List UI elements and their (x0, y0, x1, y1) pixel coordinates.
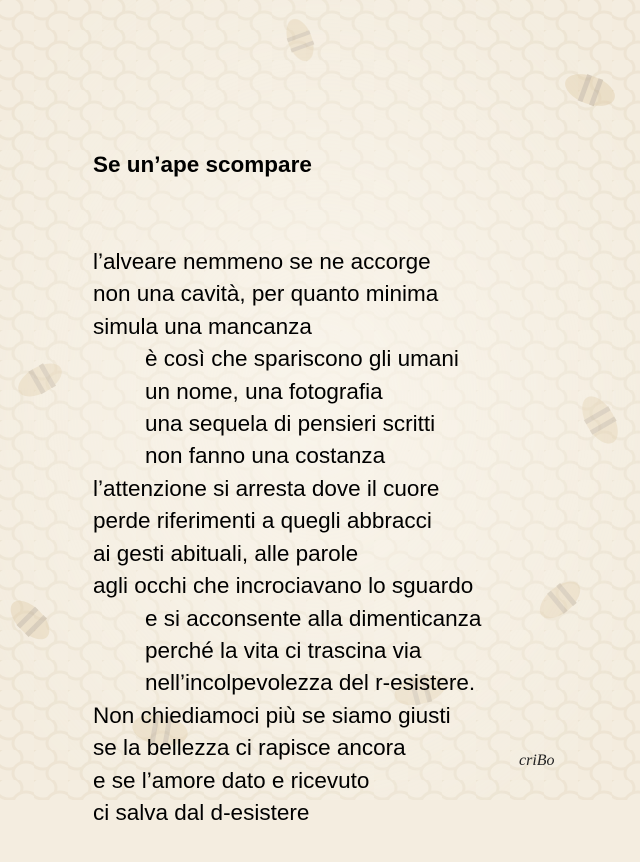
poem-line: perché la vita ci trascina via (145, 637, 422, 663)
poem-line: l’attenzione si arresta dove il cuore (93, 475, 440, 501)
poem-line: è così che spariscono gli umani (145, 346, 459, 372)
poem-body (93, 246, 481, 829)
author-signature: criBo (519, 752, 555, 769)
poem-line: ai gesti abituali, alle parole (93, 540, 359, 566)
poem-line: perde riferimenti a quegli abbracci (93, 508, 432, 534)
poem-line: e si acconsente alla dimenticanza (145, 605, 482, 631)
poem-line: un nome, una fotografia (145, 378, 383, 404)
poem-line: l’alveare nemmeno se ne accorge (93, 249, 431, 275)
poem-line: non una cavità, per quanto minima (93, 281, 439, 307)
poem-line: una sequela di pensieri scritti (145, 411, 436, 437)
poem-line: Non chiediamoci più se siamo giusti (93, 702, 451, 728)
poem-line: simula una mancanza (93, 313, 312, 339)
poem-line: ci salva dal d-esistere (93, 799, 310, 825)
poem-line: nell’incolpevolezza del r-esistere. (145, 670, 476, 696)
poem-line: agli occhi che incrociavano lo sguardo (93, 573, 474, 599)
poem-line: non fanno una costanza (145, 443, 386, 469)
poem-title: Se un’ape scompare (93, 151, 312, 177)
poem-line: e se l’amore dato e ricevuto (93, 767, 370, 793)
poem (93, 84, 481, 862)
poem-line: se la bellezza ci rapisce ancora (93, 735, 406, 761)
